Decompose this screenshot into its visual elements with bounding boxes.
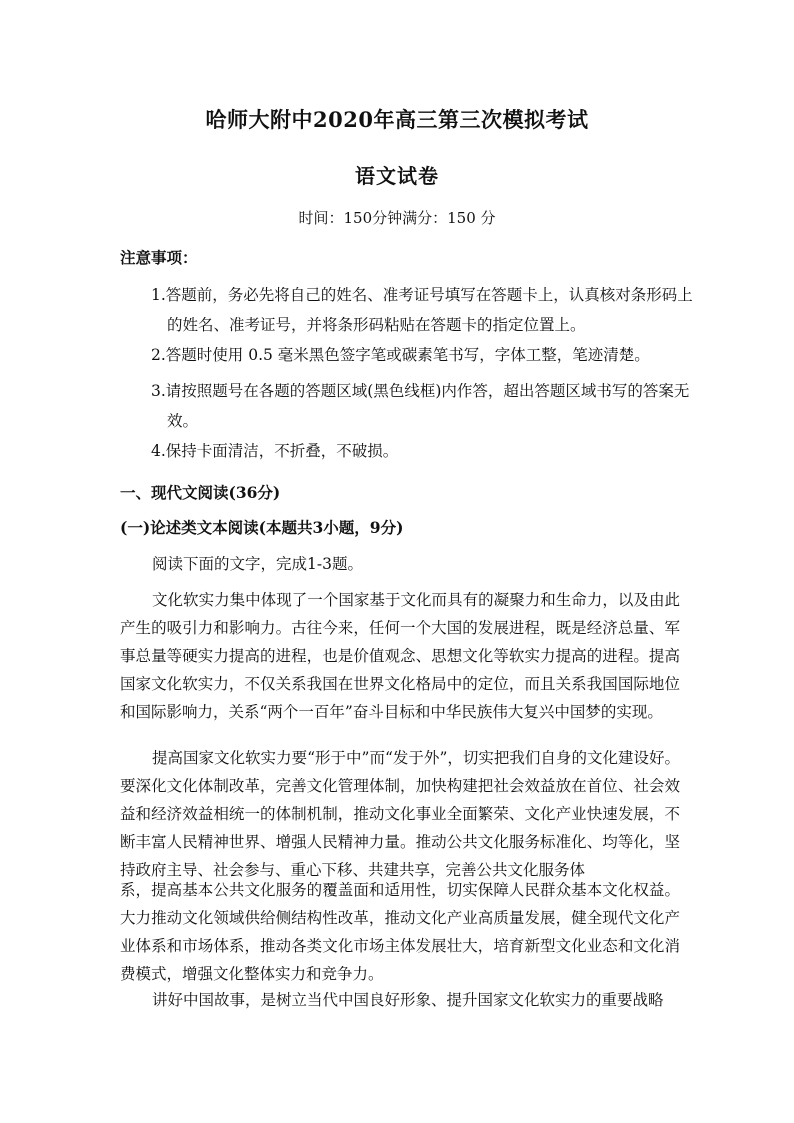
time-info: 时间：150分钟满分：150 分 xyxy=(298,209,496,227)
section-heading: 一、现代文阅读(36分) xyxy=(120,483,281,502)
exam-subtitle: 语文试卷 xyxy=(355,164,439,188)
note-item: 4.保持卡面清洁，不折叠，不破损。 xyxy=(151,442,399,460)
subsection-heading: (一)论述类文本阅读(本题共3小题，9分) xyxy=(120,518,404,537)
reading-instruction: 阅读下面的文字，完成1-3题。 xyxy=(152,555,363,573)
article-paragraph: 提高国家文化软实力要“形于中”而“发于外”，切实把我们自身的文化建设好。要深化文化体制改革，完善文化管理体制，加快构建把社会效益放在首位、社会效益和经济效益相统一的体制机制，推动文化事业全面繁荣、文化产业快速发展，不断丰富人民精神世界、增强人民精神力量。推动公共文化服务标准化、均等化，坚持政府主导、社会参与、重心下移、共建共享，完善公共文化服务体 xyxy=(120,749,680,879)
notes-heading: 注意事项： xyxy=(120,248,198,267)
note-item: 3.请按照题号在各题的答题区域(黑色线框)内作答，超出答题区域书写的答案无效。 xyxy=(151,382,690,430)
article-paragraph: 文化软实力集中体现了一个国家基于文化而具有的凝聚力和生命力，以及由此产生的吸引力和影响力。古往今来，任何一个大国的发展进程，既是经济总量、军事总量等硬实力提高的进程，也是价值观念、思想文化等软实力提高的进程。提高国家文化软实力，不仅关系我国在世界文化格局中的定位，而且关系我国国际地位和国际影响力，关系“两个一百年”奋斗目标和中华民族伟大复兴中国梦的实现。 xyxy=(120,591,680,721)
exam-title: 哈师大附中2020年高三第三次模拟考试 xyxy=(205,107,589,132)
note-item: 1.答题前，务必先将自己的姓名、准考证号填写在答题卡上，认真核对条形码上的姓名、准考证号，并将条形码粘贴在答题卡的指定位置上。 xyxy=(151,286,693,334)
article-paragraph: 系，提高基本公共文化服务的覆盖面和适用性，切实保障人民群众基本文化权益。大力推动文化领域供给侧结构性改革，推动文化产业高质量发展，健全现代文化产业体系和市场体系，推动各类文化市场主体发展壮大，培育新型文化业态和文化消费模式，增强文化整体实力和竞争力。 xyxy=(120,881,680,983)
note-item: 2.答题时使用 0.5 毫米黑色签字笔或碳素笔书写，字体工整，笔迹清楚。 xyxy=(151,346,650,364)
article-paragraph: 讲好中国故事，是树立当代中国良好形象、提升国家文化软实力的重要战略 xyxy=(152,991,664,1009)
